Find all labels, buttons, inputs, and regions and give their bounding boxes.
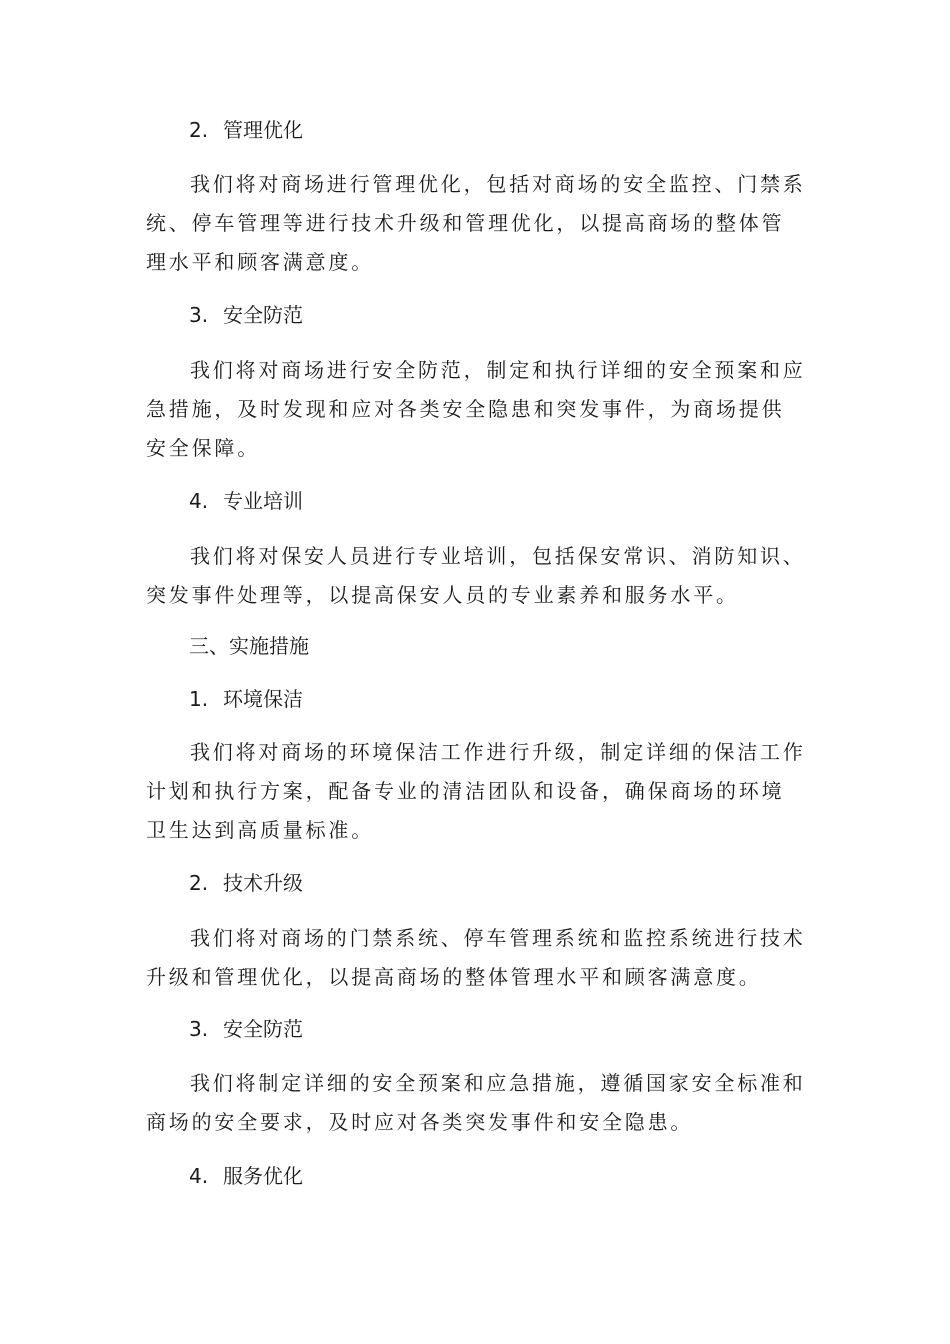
heading-number: 3. xyxy=(189,1017,209,1041)
section-heading xyxy=(189,488,303,514)
heading-title: 服务优化 xyxy=(223,1164,303,1188)
chapter-heading: 三、实施措施 xyxy=(189,634,309,658)
heading-title: 安全防范 xyxy=(223,1017,303,1041)
heading-number: 1. xyxy=(189,687,209,711)
heading-title: 专业培训 xyxy=(223,489,303,513)
section-heading xyxy=(189,1016,303,1042)
heading-number: 4. xyxy=(189,1164,209,1188)
section-heading xyxy=(189,117,303,143)
section-heading xyxy=(189,870,303,896)
heading-title: 安全防范 xyxy=(223,303,303,327)
body-paragraph: 我们将制定详细的安全预案和应急措施，遵循国家安全标准和商场的安全要求，及时应对各类突发事件和安全隐患。 xyxy=(146,1071,806,1134)
body-paragraph: 我们将对商场的环境保洁工作进行升级，制定详细的保洁工作计划和执行方案，配备专业的清洁团队和设备，确保商场的环境卫生达到高质量标准。 xyxy=(146,740,806,842)
section-heading xyxy=(189,302,303,328)
body-paragraph: 我们将对商场进行安全防范，制定和执行详细的安全预案和应急措施，及时发现和应对各类安全隐患和突发事件，为商场提供安全保障。 xyxy=(146,358,806,460)
body-paragraph: 我们将对商场的门禁系统、停车管理系统和监控系统进行技术升级和管理优化，以提高商场的整体管理水平和顾客满意度。 xyxy=(146,926,806,989)
heading-number: 4. xyxy=(189,489,209,513)
heading-number: 3. xyxy=(189,303,209,327)
heading-number: 2. xyxy=(189,871,209,895)
body-paragraph: 我们将对保安人员进行专业培训，包括保安常识、消防知识、突发事件处理等，以提高保安人员的专业素养和服务水平。 xyxy=(146,544,806,607)
heading-number: 2. xyxy=(189,118,209,142)
heading-title: 技术升级 xyxy=(223,871,303,895)
heading-title: 环境保洁 xyxy=(223,687,303,711)
heading-title: 管理优化 xyxy=(223,118,303,142)
section-heading xyxy=(189,1163,303,1189)
body-paragraph: 我们将对商场进行管理优化，包括对商场的安全监控、门禁系统、停车管理等进行技术升级和管理优化，以提高商场的整体管理水平和顾客满意度。 xyxy=(146,172,806,274)
section-heading xyxy=(189,686,303,712)
